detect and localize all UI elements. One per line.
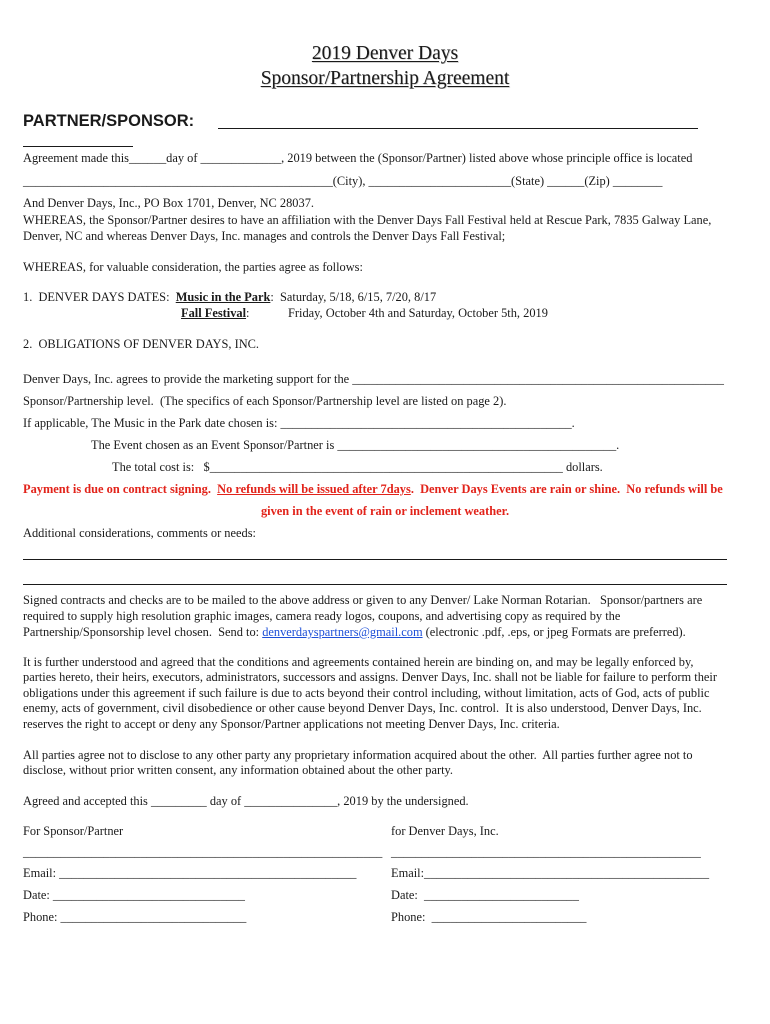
formats-text: (electronic .pdf, .eps, or jpeg Formats are preferred). [422,625,686,639]
fall-festival-dates: Friday, October 4th and Saturday, October 5th, 2019 [288,306,548,320]
title-line-2: Sponsor/Partnership Agreement [260,68,510,89]
legal-line-1: It is further understood and agreed that the conditions and agreements contained herein are binding on, and may be legally enforced by, [23,655,694,669]
additional-considerations-field-1[interactable] [23,559,727,560]
legal-line-2: parties hereto, their heirs, executors, administrators, successors and assigns. Denver Days, Inc. shall not be liable for failure to perform their [23,670,718,684]
legal-line-3: obligations under this agreement if such failure is due to acts beyond their control including, without limitation, acts of God, acts of public [23,686,710,700]
fall-colon: : [246,306,250,320]
denver-days-signature-heading: for Denver Days, Inc. [391,824,499,838]
confidential-line-2: disclose, without prior written consent, any information obtained about the other party. [23,763,454,777]
dates-prefix: 1. DENVER DAYS DATES: [23,290,176,304]
event-chosen-line: The Event chosen as an Event Sponsor/Partner is _____________________________________________. [91,438,620,452]
payment-notice-line-2: given in the event of rain or inclement weather. [260,504,510,518]
sponsor-email-field[interactable]: Email: ________________________________________________ [23,866,357,880]
partner-name-field[interactable] [218,128,698,129]
denver-days-date-field[interactable]: Date: _________________________ [391,888,579,902]
rain-or-shine-text: . Denver Days Events are rain or shine. No refunds will be [410,482,723,496]
partners-email-link[interactable]: denverdayspartners@gmail.com [262,625,423,639]
whereas-1-line-2: Denver, NC and whereas Denver Days, Inc. manages and controls the Denver Days Fall Festival; [23,229,506,243]
intro-denver-days-address: And Denver Days, Inc., PO Box 1701, Denver, NC 28037. [23,196,314,210]
payment-notice-line-1 [23,482,723,497]
no-refunds-text: No refunds will be issued after 7days [217,482,411,496]
denver-days-phone-field[interactable]: Phone: _________________________ [391,910,587,924]
partner-name-field-continued[interactable] [23,146,133,147]
partner-sponsor-label: PARTNER/SPONSOR: [23,112,195,130]
payment-due-text: Payment is due on contract signing. [23,482,218,496]
agreed-accepted-line: Agreed and accepted this _________ day of _______________, 2019 by the undersigned. [23,794,469,808]
legal-line-5: reserves the right to accept or deny any Sponsor/Partner applications not meeting Denver Days, Inc. criteria. [23,717,560,731]
legal-line-4: enemy, acts of government, civil disobedience or other cause beyond Denver Days, Inc. control. It is also understood, Denver Days, Inc. [23,701,702,715]
denver-days-email-field[interactable]: Email:______________________________________________ [391,866,710,880]
sponsor-signature-heading: For Sponsor/Partner [23,824,124,838]
fall-festival-label: Fall Festival [181,306,247,320]
music-dates: : Saturday, 5/18, 6/15, 7/20, 8/17 [270,290,437,304]
music-date-chosen-line: If applicable, The Music in the Park date chosen is: _______________________________________________. [23,416,575,430]
signed-contracts-line-3 [23,625,686,640]
intro-line-1: Agreement made this______day of _____________, 2019 between the (Sponsor/Partner) listed above whose principle office is located [23,151,693,165]
whereas-1-line-1: WHEREAS, the Sponsor/Partner desires to have an affiliation with the Denver Days Fall Festival held at Rescue Park, 7835 Galway Lane, [23,213,712,227]
dates-line-fall [181,306,250,321]
obligations-marketing-line: Denver Days, Inc. agrees to provide the marketing support for the ____________________________________________________________ [23,372,724,386]
music-in-the-park-label: Music in the Park [175,290,271,304]
obligations-level-line: Sponsor/Partnership level. (The specifics of each Sponsor/Partnership level are listed on page 2). [23,394,507,408]
whereas-2: WHEREAS, for valuable consideration, the parties agree as follows: [23,260,363,274]
confidential-line-1: All parties agree not to disclose to any other party any proprietary information acquired about the other. All parties further agree not to [23,748,693,762]
sponsor-phone-field[interactable]: Phone: ______________________________ [23,910,247,924]
sponsor-date-field[interactable]: Date: _______________________________ [23,888,245,902]
intro-address-line: __________________________________________________(City), _______________________(State) ______(Zip) ________ [23,174,663,188]
total-cost-line: The total cost is: $_________________________________________________________ dollars. [112,460,603,474]
signed-contracts-line-1: Signed contracts and checks are to be mailed to the above address or given to any Denver/ Lake Norman Rotarian. Sponsor/partners are [23,593,703,607]
title-line-1: 2019 Denver Days [311,43,459,64]
dates-line-music [23,290,436,305]
additional-considerations-field-2[interactable] [23,584,727,585]
send-to-text: Partnership/Sponsorship level chosen. Send to: [23,625,263,639]
sponsor-signature-field[interactable]: __________________________________________________________ [23,845,383,859]
signed-contracts-line-2: required to supply high resolution graphic images, camera ready logos, coupons, and advertising copy as required by the [23,609,621,623]
denver-days-signature-field[interactable]: __________________________________________________ [391,845,701,859]
obligations-heading: 2. OBLIGATIONS OF DENVER DAYS, INC. [23,337,260,351]
additional-considerations-label: Additional considerations, comments or needs: [23,526,256,540]
